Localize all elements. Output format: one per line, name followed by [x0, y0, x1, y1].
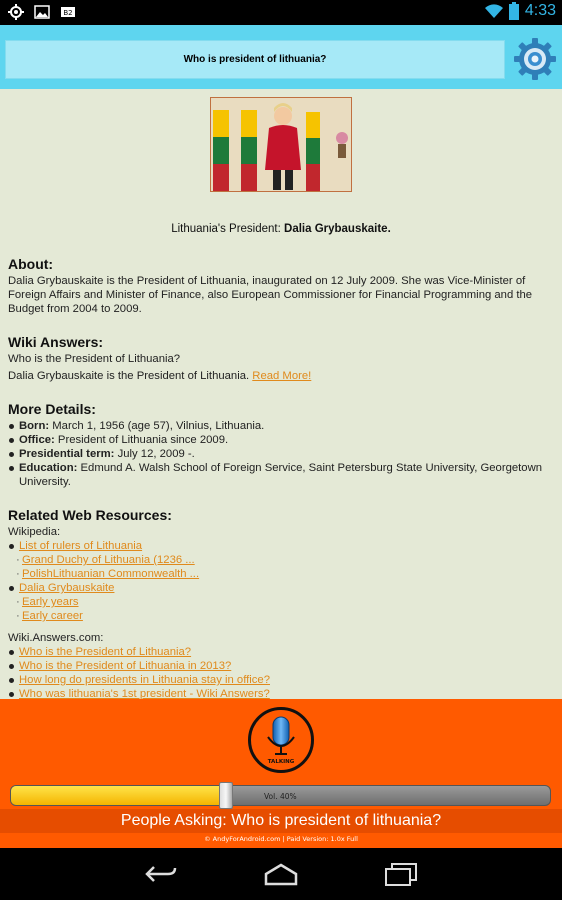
clock: 4:33 — [524, 2, 556, 19]
wiki-answer-text: Dalia Grybauskaite is the President of Lithuania. — [8, 370, 253, 382]
detail-label: Presidential term: — [19, 448, 115, 460]
svg-text:B2: B2 — [63, 9, 73, 17]
detail-value: July 12, 2009 -. — [114, 448, 195, 460]
read-more-link[interactable]: Read More! — [252, 370, 312, 382]
answers-link[interactable]: How long do presidents in Lithuania stay in office? — [19, 674, 270, 686]
wifi-icon — [485, 3, 503, 19]
resource-link[interactable]: List of rulers of Lithuania — [19, 540, 143, 552]
caption-prefix: Lithuania's President: — [171, 223, 285, 235]
answers-link[interactable]: Who was lithuania's 1st president - Wiki Answers? — [19, 688, 270, 699]
list-item[interactable] — [8, 553, 556, 567]
president-photo — [210, 97, 352, 192]
detail-value: President of Lithuania since 2009. — [54, 434, 229, 446]
volume-thumb[interactable] — [219, 782, 233, 809]
detail-value: March 1, 1956 (age 57), Vilnius, Lithuania. — [49, 420, 265, 432]
list-item[interactable] — [8, 595, 556, 609]
detail-label: Office: — [19, 434, 55, 446]
list-item[interactable] — [8, 687, 556, 699]
image-icon — [34, 4, 50, 20]
answers-label: Wiki.Answers.com: — [8, 632, 104, 644]
detail-office — [8, 433, 556, 447]
mic-label: TALKING — [267, 759, 295, 765]
header — [0, 25, 562, 89]
resource-sublink[interactable]: Grand Duchy of Lithuania (1236 ... — [22, 554, 195, 566]
gear-icon[interactable] — [513, 37, 557, 81]
detail-value: Edmund A. Walsh School of Foreign Service, Saint Petersburg State University, Georgetown University. — [19, 462, 543, 488]
people-asking-banner: People Asking: Who is president of lithuania? — [0, 809, 562, 833]
answer-content[interactable] — [0, 89, 562, 699]
volume-label: Vol. 40% — [264, 792, 297, 801]
battery-icon — [509, 2, 519, 20]
answers-link[interactable]: Who is the President of Lithuania? — [19, 646, 192, 658]
list-item[interactable] — [8, 581, 556, 595]
list-item[interactable] — [8, 567, 556, 581]
wikipedia-label: Wikipedia: — [8, 526, 61, 538]
details-section — [8, 401, 556, 489]
query-text: Who is president of lithuania? — [183, 54, 327, 65]
list-item[interactable] — [8, 539, 556, 553]
list-item[interactable] — [8, 645, 556, 659]
mic-button[interactable] — [248, 707, 314, 773]
president-name: Dalia Grybauskaite. — [284, 223, 391, 235]
navigation-bar — [0, 848, 562, 900]
voice-panel — [0, 699, 562, 848]
back-icon[interactable] — [144, 862, 178, 886]
query-field[interactable] — [5, 40, 505, 79]
about-section — [8, 256, 556, 316]
wiki-answer — [8, 369, 556, 383]
resource-link[interactable]: Dalia Grybauskaite — [19, 582, 115, 594]
resources-heading: Related Web Resources: — [8, 507, 172, 523]
list-item[interactable] — [8, 609, 556, 623]
wiki-answers-section — [8, 334, 556, 383]
list-item[interactable] — [8, 673, 556, 687]
resources-section — [8, 507, 556, 699]
detail-born — [8, 419, 556, 433]
resource-sublink[interactable]: Early years — [22, 596, 79, 608]
answers-link[interactable]: Who is the President of Lithuania in 2013? — [19, 660, 232, 672]
detail-label: Born: — [19, 420, 50, 432]
detail-label: Education: — [19, 462, 78, 474]
details-heading: More Details: — [8, 401, 96, 417]
detail-term — [8, 447, 556, 461]
wiki-answers-heading: Wiki Answers: — [8, 334, 104, 350]
detail-education — [8, 461, 556, 489]
about-text: Dalia Grybauskaite is the President of Lithuania, inaugurated on 12 July 2009. She was Vice-Minister of Foreign Affairs and Minister of Finance, also European Commissioner for Financial Programming and the Budget from 2004 to 2009. — [8, 275, 533, 315]
president-caption — [0, 223, 562, 235]
home-icon[interactable] — [264, 862, 298, 886]
settings-icon — [8, 4, 24, 20]
recents-icon[interactable] — [384, 862, 418, 886]
list-item[interactable] — [8, 659, 556, 673]
about-heading: About: — [8, 256, 54, 272]
sim-icon — [60, 4, 76, 20]
resource-sublink[interactable]: Early career — [22, 610, 83, 622]
wiki-question: Who is the President of Lithuania? — [8, 353, 181, 365]
copyright: © AndyForAndroid.com | Paid Version: 1.0x Full — [204, 835, 358, 843]
resource-sublink[interactable]: PolishLithuanian Commonwealth ... — [22, 568, 200, 580]
volume-fill — [11, 786, 227, 805]
status-bar — [0, 0, 562, 25]
